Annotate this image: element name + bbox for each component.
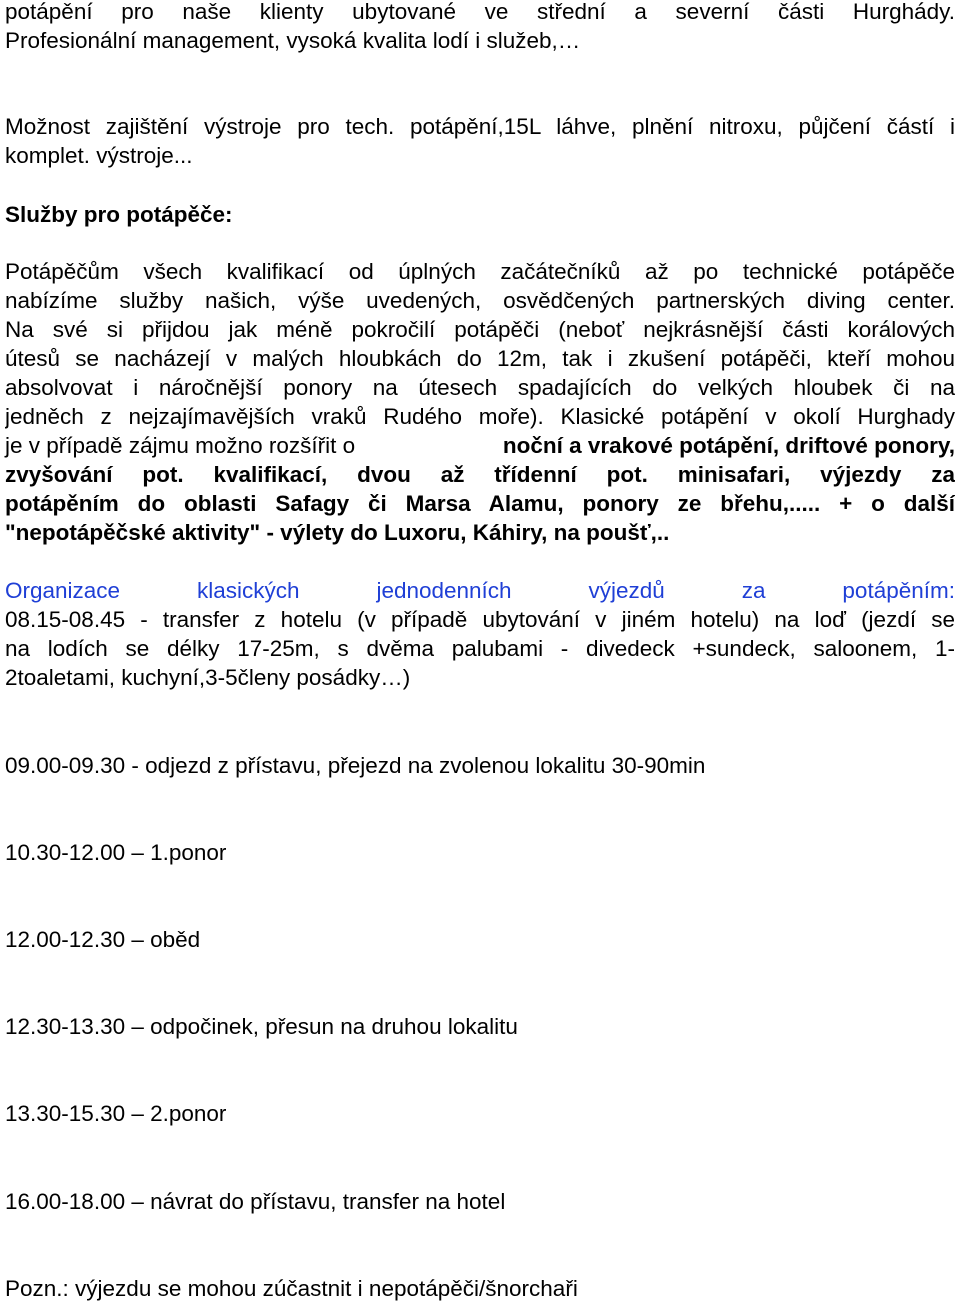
intro-line-2: Profesionální management, vysoká kvalita lodí i služeb,… xyxy=(5,28,581,53)
organization-line: na lodích se délky 17-25m, s dvěma palubami - divedeck +sundeck, saloonem, 1- xyxy=(5,636,955,661)
services-mixed-normal: je v případě zájmu možno rozšířit o xyxy=(5,433,362,458)
intro-line-1: potápění pro naše klienty ubytované ve střední a severní části Hurghády. xyxy=(5,0,955,24)
schedule-item: 16.00-18.00 – návrat do přístavu, transfer na hotel xyxy=(5,1189,506,1214)
services-bold-line: zvyšování pot. kvalifikací, dvou až třídenní pot. minisafari, výjezdy za xyxy=(5,462,955,487)
schedule-item: 12.30-13.30 – odpočinek, přesun na druhou lokalitu xyxy=(5,1014,518,1039)
organization-heading: Organizace klasických jednodenních výjezdů za potápěním: xyxy=(5,578,955,603)
schedule-item: 10.30-12.00 – 1.ponor xyxy=(5,840,227,865)
services-paragraph-line: jedněch z nejzajímavějších vraků Rudého moře). Klasické potápění v okolí Hurghady xyxy=(5,404,955,429)
schedule-item: 13.30-15.30 – 2.ponor xyxy=(5,1101,227,1126)
services-paragraph-line: Na své si přijdou jak méně pokročilí potápěči (neboť nejkrásnější části korálových xyxy=(5,317,955,342)
services-mixed-bold: noční a vrakové potápění, driftové ponory, xyxy=(502,433,955,458)
services-bold-line: potápěním do oblasti Safagy či Marsa Alamu, ponory ze břehu,..... + o další xyxy=(5,491,955,516)
services-paragraph-line: útesů se nacházejí v malých hloubkách do 12m, tak i zkušení potápěči, kteří mohou xyxy=(5,346,955,371)
intro-line-4: komplet. výstroje... xyxy=(5,143,193,168)
services-paragraph-line: nabízíme služby našich, výše uvedených, osvědčených partnerských diving center. xyxy=(5,288,955,313)
services-heading: Služby pro potápěče: xyxy=(5,202,233,227)
services-mixed-line xyxy=(5,431,955,460)
schedule-item: 12.00-12.30 – oběd xyxy=(5,927,201,952)
services-paragraph-line: absolvovat i náročnější ponory na útesech spadajících do velkých hloubek či na xyxy=(5,375,955,400)
schedule-item: 09.00-09.30 - odjezd z přístavu, přejezd na zvolenou lokalitu 30-90min xyxy=(5,753,706,778)
services-paragraph-line: Potápěčům všech kvalifikací od úplných začátečníků až po technické potápěče xyxy=(5,259,955,284)
note: Pozn.: výjezdu se mohou zúčastnit i nepotápěči/šnorchaři xyxy=(5,1276,578,1301)
organization-line: 08.15-08.45 - transfer z hotelu (v případě ubytování v jiném hotelu) na loď (jezdí se xyxy=(5,607,955,632)
organization-line: 2toaletami, kuchyní,3-5členy posádky…) xyxy=(5,665,411,690)
services-bold-line: "nepotápěčské aktivity" - výlety do Luxoru, Káhiry, na poušť,.. xyxy=(5,520,670,545)
intro-line-3: Možnost zajištění výstroje pro tech. potápění,15L láhve, plnění nitroxu, půjčení částí i xyxy=(5,114,955,139)
